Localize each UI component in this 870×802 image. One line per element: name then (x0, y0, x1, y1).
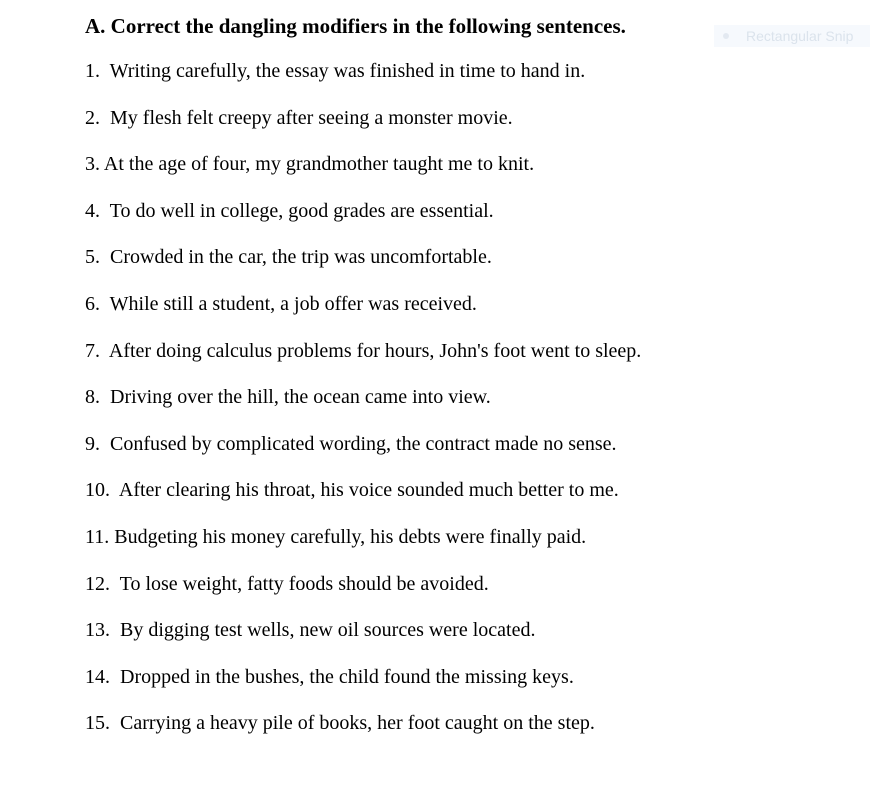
sentence-item-12: 12. To lose weight, fatty foods should be avoided. (85, 572, 489, 595)
sentence-item-9: 9. Confused by complicated wording, the contract made no sense. (85, 432, 617, 455)
document-page (85, 12, 785, 737)
exercise-heading: A. Correct the dangling modifiers in the following sentences. (85, 14, 626, 38)
sentence-item-4: 4. To do well in college, good grades are essential. (85, 199, 494, 222)
rectangular-snip-button[interactable] (714, 25, 870, 47)
sentence-item-13: 13. By digging test wells, new oil sources were located. (85, 619, 536, 642)
sentence-item-6: 6. While still a student, a job offer was received. (85, 292, 477, 315)
sentence-item-10: 10. After clearing his throat, his voice sounded much better to me. (85, 479, 619, 502)
sentence-list (85, 58, 785, 737)
sentence-item-1: 1. Writing carefully, the essay was finished in time to hand in. (85, 60, 586, 82)
sentence-item-7: 7. After doing calculus problems for hours, John's foot went to sleep. (85, 339, 642, 362)
sentence-item-3: 3. At the age of four, my grandmother taught me to knit. (85, 153, 535, 176)
sentence-item-2: 2. My flesh felt creepy after seeing a monster movie. (85, 106, 513, 129)
rectangular-snip-label: Rectangular Snip (746, 28, 854, 44)
sentence-item-14: 14. Dropped in the bushes, the child found the missing keys. (85, 665, 574, 688)
sentence-item-15: 15. Carrying a heavy pile of books, her foot caught on the step. (85, 712, 595, 735)
sentence-item-11: 11. Budgeting his money carefully, his debts were finally paid. (85, 525, 587, 548)
sentence-item-5: 5. Crowded in the car, the trip was uncomfortable. (85, 246, 492, 269)
sentence-item-8: 8. Driving over the hill, the ocean came into view. (85, 386, 491, 409)
snip-mode-icon (723, 33, 729, 39)
